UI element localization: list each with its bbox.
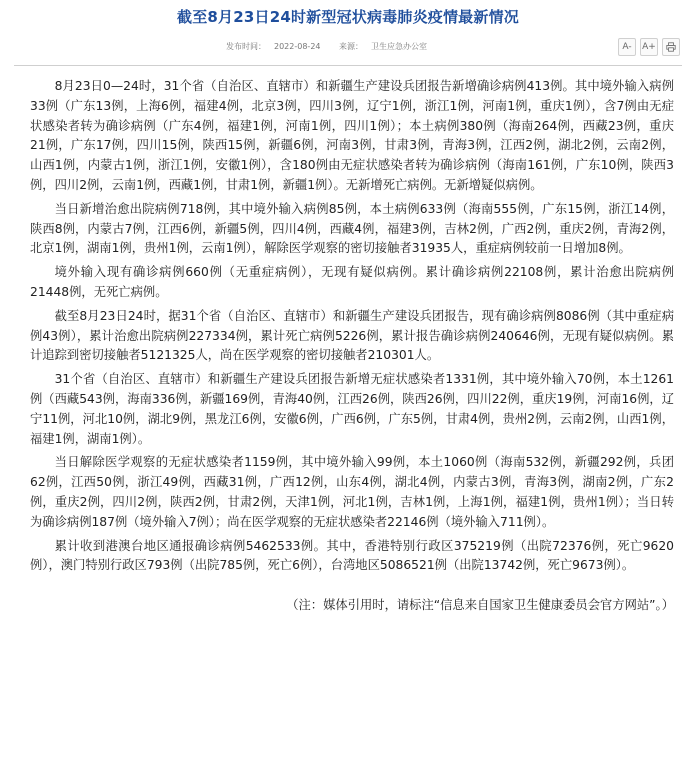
paragraph-asymptomatic: 31个省（自治区、直辖市）和新疆生产建设兵团报告新增无症状感染者1331例，其中境外输入70例，本土1261例（西藏543例，海南336例，新疆169例，青海40例，江西26例，陕西26例，四川22例，重庆19例，河南16例，辽宁11例，河北10例，湖北9例，黑龙江6例，安徽6例，广西6例，广东5例，甘肃4例，贵州2例，云南2例，山西1例，福建1例，湖南1例）。: [30, 372, 674, 446]
article-title: 截至8月23日24时新型冠状病毒肺炎疫情最新情况: [177, 8, 519, 26]
print-icon: [666, 42, 676, 52]
paragraph-cumulative: 截至8月23日24时，据31个省（自治区、直辖市）和新疆生产建设兵团报告，现有确诊病例8086例（其中重症病例43例），累计治愈出院病例227334例，累计死亡病例5226例，累计报告确诊病例240646例，无现有疑似病例。累计追踪到密切接触者5121325人，尚在医学观察的密切接触者210301人。: [30, 308, 674, 363]
print-button[interactable]: [662, 38, 680, 56]
article-tools: [618, 38, 680, 56]
citation-note: （注：媒体引用时，请标注“信息来自国家卫生健康委员会官方网站”。）: [286, 598, 674, 613]
publish-label: 发布时间：: [226, 42, 266, 51]
publish-info: [226, 42, 329, 51]
paragraph-asymptomatic-released: 当日解除医学观察的无症状感染者1159例，其中境外输入99例，本土1060例（海南532例，新疆292例，兵团62例，江西50例，浙江49例，西藏31例，广西12例，山东4例，湖北4例，内蒙古3例，青海3例，湖南2例，广东2例，重庆2例，四川2例，陕西2例，甘肃2例，天津1例，河北1例，吉林1例，上海1例，福建1例，贵州1例）；当日转为确诊病例187例（境外输入7例）；尚在医学观察的无症状感染者22146例（境外输入711例）。: [30, 455, 674, 529]
publish-date: 2022-08-24: [274, 42, 321, 51]
source-label: 来源：: [339, 42, 364, 51]
font-larger-button[interactable]: [640, 38, 658, 56]
source-name: 卫生应急办公室: [371, 42, 428, 51]
source-info: [339, 42, 435, 51]
paragraph-new-cases: 8月23日0—24时，31个省（自治区、直辖市）和新疆生产建设兵团报告新增确诊病例413例。其中境外输入病例33例（广东13例，上海6例，福建4例，北京3例，四川3例，辽宁1例，浙江1例，河南1例，重庆1例），含7例由无症状感染者转为确诊病例（广东4例，福建1例，河南1例，四川1例）；本土病例380例（海南264例，西藏23例，重庆21例，广东17例，四川15例，陕西15例，新疆6例，河南3例，甘肃3例，青海3例，江西2例，湖北2例，云南2例，山西1例，内蒙古1例，浙江1例，安徽1例），含180例由无症状感染者转为确诊病例（海南161例，广东10例，陕西3例，四川2例，云南1例，西藏1例，甘肃1例，新疆1例）。无新增死亡病例。无新增疑似病例。: [30, 79, 674, 192]
article-body: [30, 77, 674, 620]
title-divider: [14, 65, 682, 66]
font-smaller-icon: A-: [622, 42, 632, 52]
paragraph-recovered: 当日新增治愈出院病例718例，其中境外输入病例85例，本土病例633例（海南555例，广东15例，浙江14例，陕西8例，内蒙古7例，江西6例，新疆5例，四川4例，西藏4例，福建3例，吉林2例，广西2例，重庆2例，青海2例，北京1例，湖南1例，贵州1例，云南1例），解除医学观察的密切接触者31935人，重症病例较前一日增加8例。: [30, 201, 674, 256]
paragraph-imported: 境外输入现有确诊病例660例（无重症病例），无现有疑似病例。累计确诊病例22108例，累计治愈出院病例21448例，无死亡病例。: [30, 265, 674, 299]
meta-info: [226, 40, 443, 54]
article-meta: [0, 38, 696, 58]
font-smaller-button[interactable]: [618, 38, 636, 56]
paragraph-hk-macao-taiwan: 累计收到港澳台地区通报确诊病例5462533例。其中，香港特别行政区375219例（出院72376例，死亡9620例），澳门特别行政区793例（出院785例，死亡6例），台湾地区5086521例（出院13742例，死亡9673例）。: [30, 538, 674, 573]
font-larger-icon: A+: [642, 42, 656, 52]
